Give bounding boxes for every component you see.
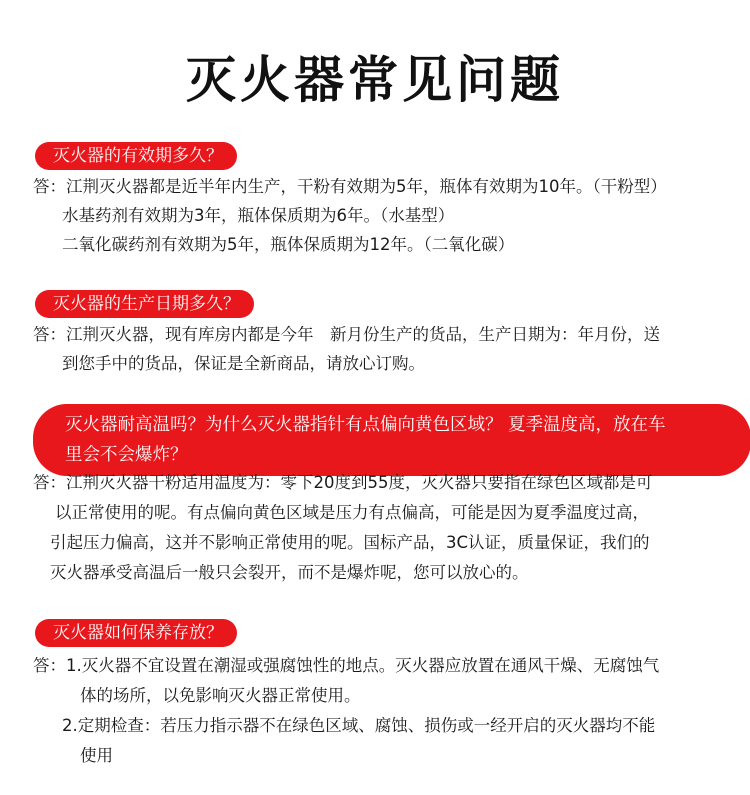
faq-4-answer-line-1: 答：1.灭火器不宜设置在潮湿或强腐蚀性的地点。灭火器应放置在通风干燥、无腐蚀气 [33,656,660,675]
faq-3-answer-line-3: 引起压力偏高，这并不影响正常使用的呢。国标产品，3C认证，质量保证，我们的 [50,533,650,552]
faq-2-answer-line-2: 到您手中的货品，保证是全新商品，请放心订购。 [62,354,425,373]
faq-3-question [33,404,750,476]
faq-2-answer-line-1: 答：江荆灭火器，现有库房内都是今年 新月份生产的货品，生产日期为：年月份，送 [33,325,660,344]
faq-3-answer-line-1: 答：江荆灭火器干粉适用温度为：零下20度到55度，灭火器只要指在绿色区域都是可 [33,473,653,492]
faq-1-answer-line-2: 水基药剂有效期为3年，瓶体保质期为6年。（水基型） [62,206,455,225]
faq-3-answer-line-4: 灭火器承受高温后一般只会裂开，而不是爆炸呢，您可以放心的。 [50,563,529,582]
faq-2-question: 灭火器的生产日期多久？ [35,290,254,318]
faq-4-answer-line-4: 使用 [80,746,113,765]
faq-1-question: 灭火器的有效期多久？ [35,142,237,170]
faq-3-question-line-2: 里会不会爆炸？ [65,445,188,465]
faq-3-answer-line-2: 以正常使用的呢。有点偏向黄色区域是压力有点偏高，可能是因为夏季温度过高， [55,503,649,522]
faq-4-question: 灭火器如何保养存放？ [35,619,237,647]
faq-1-answer-line-1: 答：江荆灭火器都是近半年内生产，干粉有效期为5年，瓶体有效期为10年。（干粉型） [33,177,667,196]
page-title: 灭火器常见问题 [186,51,564,109]
faq-3-question-line-1: 灭火器耐高温吗？为什么灭火器指针有点偏向黄色区域？ 夏季温度高，放在车 [65,415,666,435]
faq-1-answer-line-3: 二氧化碳药剂有效期为5年，瓶体保质期为12年。（二氧化碳） [62,235,515,254]
faq-4-answer-line-2: 体的场所，以免影响灭火器正常使用。 [80,686,361,705]
faq-4-answer-line-3: 2.定期检查：若压力指示器不在绿色区域、腐蚀、损伤或一经开启的灭火器均不能 [62,716,656,735]
